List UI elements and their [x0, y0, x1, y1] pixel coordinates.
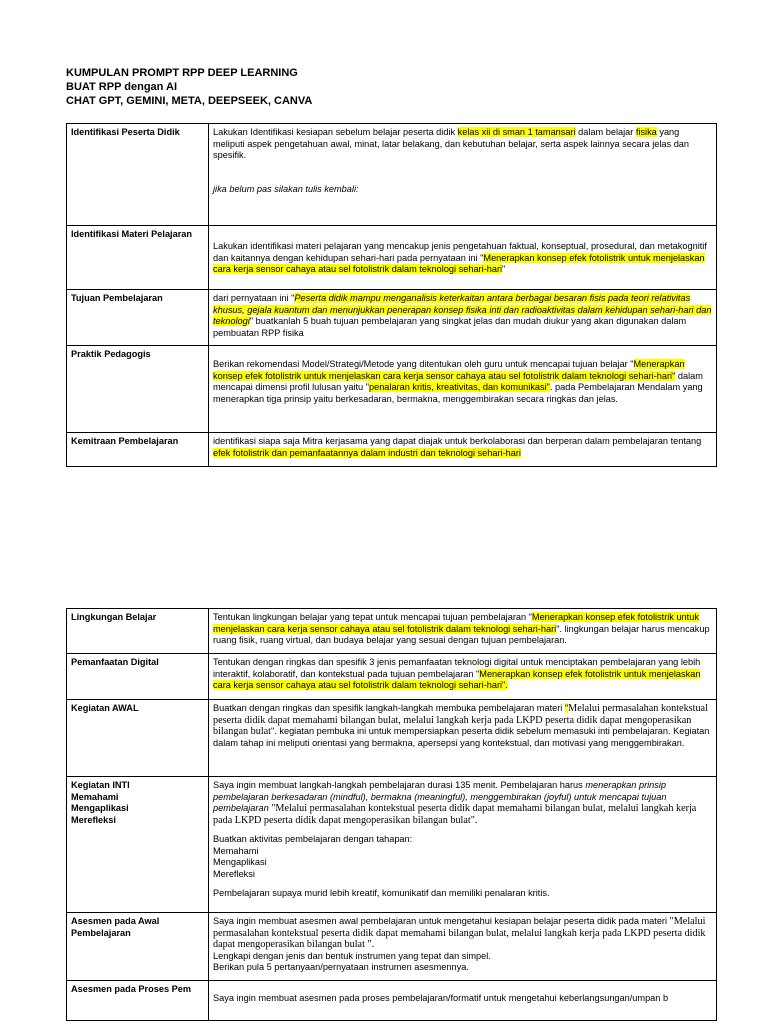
prompt-table-1 [66, 123, 717, 467]
table-row [67, 654, 717, 700]
table-row [67, 609, 717, 654]
table-row [67, 700, 717, 777]
prompt-table-2 [66, 608, 717, 1021]
header-subtitle: BUAT RPP dengan AI [66, 81, 178, 93]
table-row [67, 777, 717, 913]
row-content: Buatkan dengan ringkas dan spesifik langkah-langkah membuka pembelajaran materi "Melalui permasalahan kontekstual peserta didik dapat memahami bilangan bulat, melalui langkah kerja pada LKPD peserta didik dapat mengoperasikan bilangan bulat". kegiatan pembuka ini untuk mempersiapkan peserta didik sebelum memasuki inti pembelajaran. Kegiatan dalam tahap ini meliputi orientasi yang bermakna, apersepsi yang kontekstual, dan motivasi yang menggembirakan. [209, 700, 717, 777]
row-label: Asesmen pada Awal Pembelajaran [67, 913, 209, 981]
document-header [66, 66, 312, 108]
table-row [67, 124, 717, 226]
row-content: Tentukan dengan ringkas dan spesifik 3 jenis pemanfaatan teknologi digital untuk menciptakan pembelajaran yang lebih interaktif, kolaboratif, dan kontekstual pada tujuan pembelajaran "Menerapkan konsep efek fotolistrik untuk menjelaskan cara kerja sensor cahaya atau sel fotolistrik dalam teknologi sehari-hari". [209, 654, 717, 700]
row-label: Kegiatan AWAL [67, 700, 209, 777]
row-label: Lingkungan Belajar [67, 609, 209, 654]
table-row [67, 433, 717, 467]
table-row [67, 290, 717, 346]
header-tools: CHAT GPT, GEMINI, META, DEEPSEEK, CANVA [66, 95, 313, 107]
row-content: Lakukan Identifikasi kesiapan sebelum belajar peserta didik kelas xii di sman 1 tamansari dalam belajar fisika yang meliputi aspek pengetahuan awal, minat, latar belakang, dan kebutuhan belajar, serta aspek lainnya secara jelas dan spesifik. jika belum pas silakan tulis kembali: [209, 124, 717, 226]
row-content: Saya ingin membuat asesmen pada proses pembelajaran/formatif untuk mengetahui keberlangsungan/umpan b [209, 981, 717, 1021]
row-label: Identifikasi Materi Pelajaran [67, 226, 209, 290]
table-row [67, 346, 717, 433]
row-content: Tentukan lingkungan belajar yang tepat untuk mencapai tujuan pembelajaran "Menerapkan konsep efek fotolistrik untuk menjelaskan cara kerja sensor cahaya atau sel fotolistrik dalam teknologi sehari-hari". lingkungan belajar harus mencakup ruang fisik, ruang virtual, dan budaya belajar yang sesuai dengan tujuan pembelajaran. [209, 609, 717, 654]
row-content: Berikan rekomendasi Model/Strategi/Metode yang ditentukan oleh guru untuk mencapai tujuan belajar "Menerapkan konsep efek fotolistrik untuk menjelaskan cara kerja sensor cahaya atau sel fotolistrik dalam teknologi sehari-hari" dalam mencapai dimensi profil lulusan yaitu "penalaran kritis, kreativitas, dan komunikasi". pada Pembelajaran Mendalam yang menerapkan tiga prinsip yaitu berkesadaran, bermakna, menggembirakan secara ringkas dan jelas. [209, 346, 717, 433]
header-title: KUMPULAN PROMPT RPP DEEP LEARNING [66, 67, 298, 79]
row-content: Lakukan identifikasi materi pelajaran yang mencakup jenis pengetahuan faktual, konseptual, prosedural, dan metakognitif dan kaitannya dengan kehidupan sehari-hari pada pernyataan ini "Menerapkan konsep efek fotolistrik untuk menjelaskan cara kerja sensor cahaya atau sel fotolistrik dalam teknologi sehari-hari" [209, 226, 717, 290]
row-label: Kegiatan INTI Memahami Mengaplikasi Merefleksi [67, 777, 209, 913]
table-row [67, 226, 717, 290]
table-row [67, 981, 717, 1021]
table-row [67, 913, 717, 981]
row-content: Saya ingin membuat langkah-langkah pembelajaran durasi 135 menit. Pembelajaran harus menerapkan prinsip pembelajaran berkesadaran (mindful), bermakna (meaningful), menggembirakan (joyful) untuk mencapai tujuan pembelajaran "Melalui permasalahan kontekstual peserta didik dapat memahami bilangan bulat, melalui langkah kerja pada LKPD peserta didik dapat mengoperasikan bilangan bulat". Buatkan aktivitas pembelajaran dengan tahapan: Memahami Mengaplikasi Merefleksi Pembelajaran supaya murid lebih kreatif, komunikatif dan memiliki penalaran kritis. [209, 777, 717, 913]
row-content: Saya ingin membuat asesmen awal pembelajaran untuk mengetahui kesiapan belajar peserta didik pada materi "Melalui permasalahan kontekstual peserta didik dapat memahami bilangan bulat, melalui langkah kerja pada LKPD peserta didik dapat mengoperasikan bilangan bulat ". Lengkapi dengan jenis dan bentuk instrumen yang tepat dan simpel. Berikan pula 5 pertanyaan/pernyataan instrumen asesmennya. [209, 913, 717, 981]
row-label: Asesmen pada Proses Pem [67, 981, 209, 1021]
row-note: jika belum pas silakan tulis kembali: [213, 183, 359, 194]
row-label: Pemanfaatan Digital [67, 654, 209, 700]
row-label: Kemitraan Pembelajaran [67, 433, 209, 467]
row-label: Praktik Pedagogis [67, 346, 209, 433]
row-content: dari pernyataan ini "Peserta didik mampu menganalisis keterkaitan antara berbagai besaran fisis pada teori relativitas khusus, gejala kuantum dan menunjukkan penerapan konsep fisika inti dan radioaktivitas dalam kehidupan sehari-hari dan teknologi" buatkanlah 5 buah tujuan pembelajaran yang singkat jelas dan mudah diukur yang akan digunakan dalam pembuatan RPP fisika [209, 290, 717, 346]
row-content: identifikasi siapa saja Mitra kerjasama yang dapat diajak untuk berkolaborasi dan berperan dalam pembelajaran tentang efek fotolistrik dan pemanfaatannya dalam industri dan teknologi sehari-hari [209, 433, 717, 467]
row-label: Identifikasi Peserta Didik [67, 124, 209, 226]
row-label: Tujuan Pembelajaran [67, 290, 209, 346]
